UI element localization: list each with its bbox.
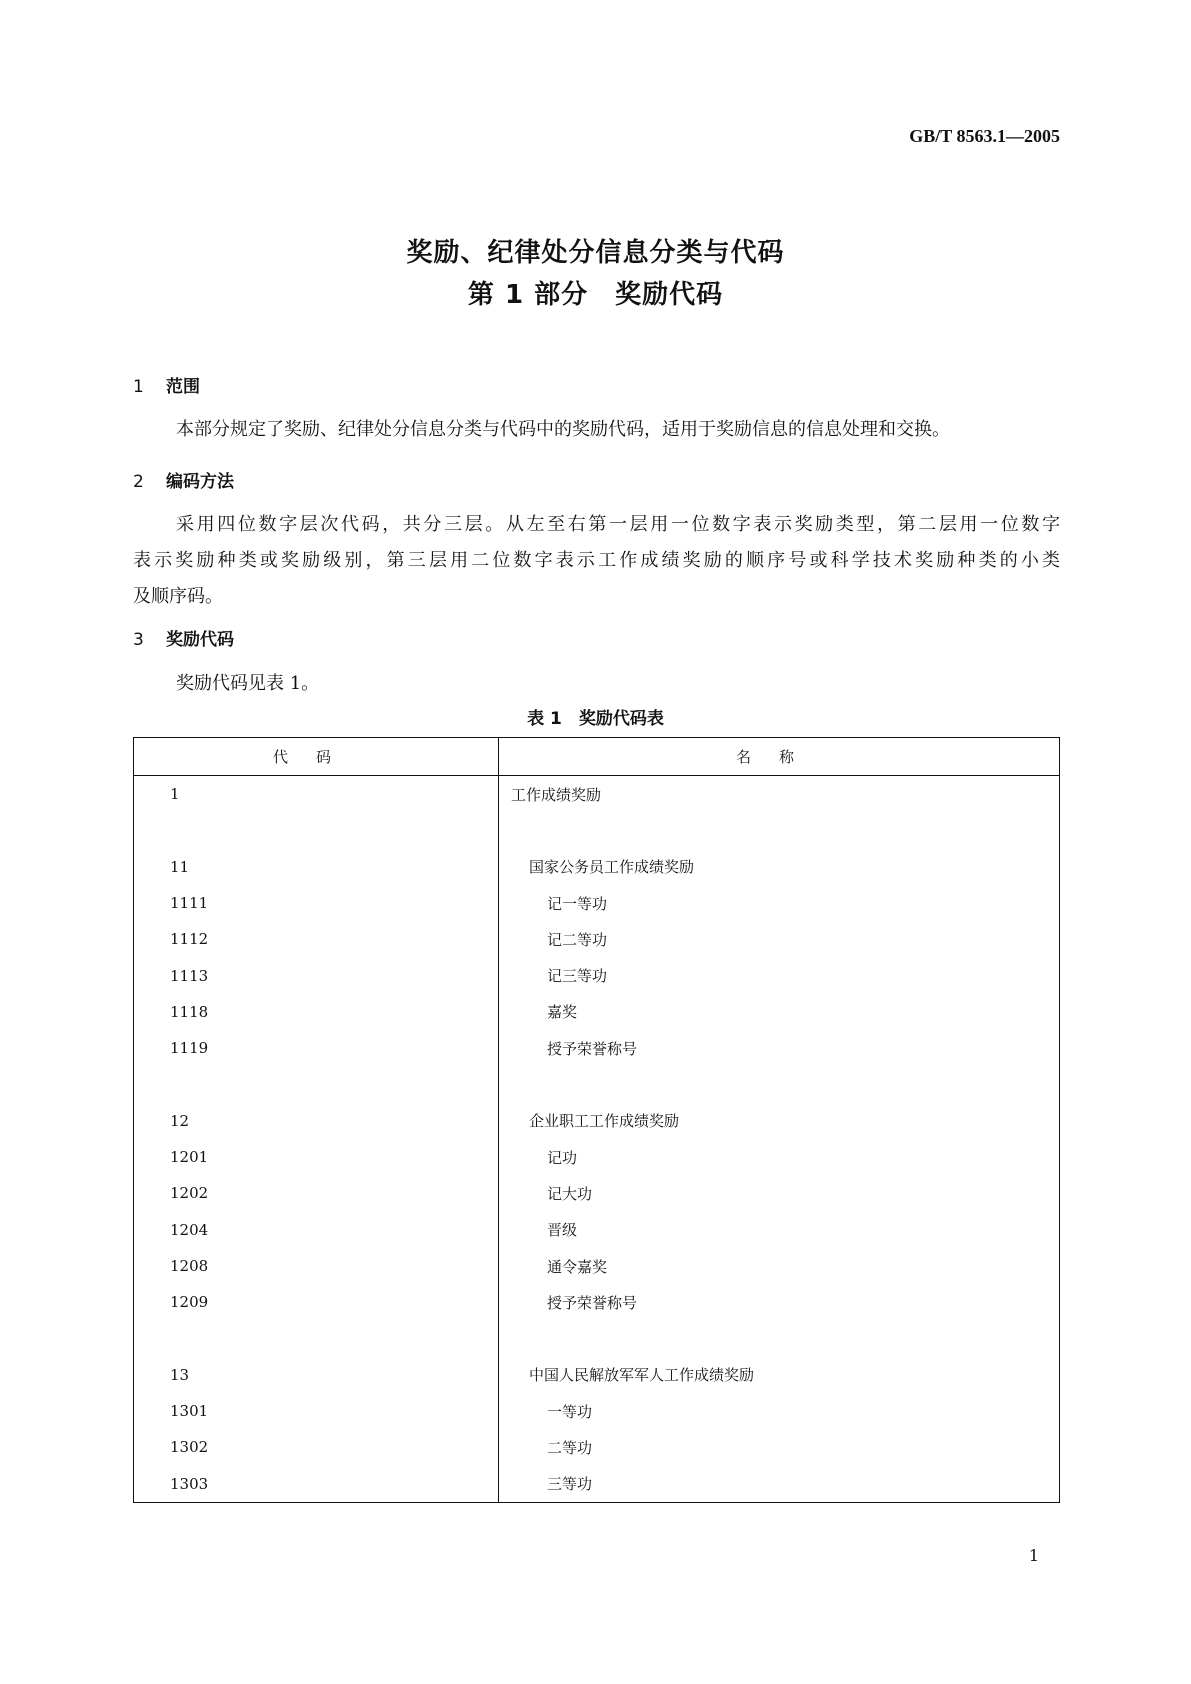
table-row [134, 957, 1060, 993]
award-name-cell [499, 1103, 1060, 1139]
award-name: 记三等功 [547, 967, 608, 986]
award-code: 1119 [134, 1030, 499, 1066]
section-title: 编码方法 [166, 472, 234, 492]
table-row [134, 1284, 1060, 1320]
table-caption: 表 1 奖励代码表 [527, 709, 664, 729]
award-code: 13 [134, 1357, 499, 1393]
award-code [134, 812, 499, 848]
section-number: 2 [133, 472, 144, 492]
table-row [134, 1103, 1060, 1139]
award-name: 记功 [547, 1148, 578, 1167]
section-title: 范围 [166, 377, 200, 397]
award-code: 1113 [134, 957, 499, 993]
award-name: 记二等功 [547, 930, 608, 949]
award-name: 晋级 [547, 1221, 578, 1240]
award-name-cell [499, 1284, 1060, 1320]
table-row [134, 885, 1060, 921]
award-code: 1209 [134, 1284, 499, 1320]
document-number: GB/T 8563.1—2005 [909, 126, 1060, 146]
award-name: 三等功 [547, 1475, 593, 1494]
award-name-cell [499, 1212, 1060, 1248]
award-name: 二等功 [547, 1438, 593, 1457]
award-name: 授予荣誉称号 [547, 1039, 638, 1058]
award-name-cell [499, 885, 1060, 921]
table-row [134, 849, 1060, 885]
award-name-cell [499, 957, 1060, 993]
award-name: 一等功 [547, 1402, 593, 1421]
award-name-cell [499, 921, 1060, 957]
award-code: 1112 [134, 921, 499, 957]
table-row [134, 1429, 1060, 1465]
coding-method-line-1: 采用四位数字层次代码，共分三层。从左至右第一层用一位数字表示奖励类型，第二层用一位数字 [176, 514, 1060, 535]
table-row [134, 1066, 1060, 1102]
table-row [134, 1357, 1060, 1393]
column-header-name: 名称 [499, 738, 1060, 776]
award-codes-paragraph: 奖励代码见表 1。 [176, 673, 320, 694]
document-title: 奖励、纪律处分信息分类与代码 [406, 238, 785, 268]
award-name-cell [499, 812, 1060, 848]
award-code: 1118 [134, 994, 499, 1030]
award-code: 1204 [134, 1212, 499, 1248]
award-code: 11 [134, 849, 499, 885]
table-row [134, 1320, 1060, 1356]
section-heading-award-codes [133, 625, 234, 650]
award-code: 1301 [134, 1393, 499, 1429]
award-name-cell [499, 994, 1060, 1030]
section-heading-coding-method [133, 467, 234, 492]
award-name: 嘉奖 [547, 1003, 578, 1022]
award-code: 1202 [134, 1175, 499, 1211]
award-name: 工作成绩奖励 [511, 785, 602, 804]
award-code [134, 1320, 499, 1356]
award-code: 12 [134, 1103, 499, 1139]
award-name-cell [499, 1066, 1060, 1102]
award-name-cell [499, 1320, 1060, 1356]
award-code: 1111 [134, 885, 499, 921]
table-row [134, 1212, 1060, 1248]
award-name-cell [499, 1466, 1060, 1503]
section-number: 3 [133, 630, 144, 650]
page-number: 1 [1028, 1546, 1039, 1565]
coding-method-line-2: 表示奖励种类或奖励级别，第三层用二位数字表示工作成绩奖励的顺序号或科学技术奖励种类的小类 [133, 550, 1060, 571]
award-code: 1201 [134, 1139, 499, 1175]
award-code: 1 [134, 776, 499, 813]
award-name: 记一等功 [547, 894, 608, 913]
award-code: 1302 [134, 1429, 499, 1465]
scope-paragraph: 本部分规定了奖励、纪律处分信息分类与代码中的奖励代码，适用于奖励信息的信息处理和交换。 [176, 419, 950, 440]
award-name-cell [499, 1175, 1060, 1211]
table-row [134, 1466, 1060, 1503]
award-name: 中国人民解放军军人工作成绩奖励 [529, 1366, 755, 1385]
column-header-code: 代码 [134, 738, 499, 776]
award-name: 授予荣誉称号 [547, 1293, 638, 1312]
award-name: 企业职工工作成绩奖励 [529, 1112, 680, 1131]
award-name: 记大功 [547, 1184, 593, 1203]
award-name-cell [499, 776, 1060, 813]
award-code-table [133, 737, 1060, 1503]
table-row [134, 994, 1060, 1030]
table-row [134, 1248, 1060, 1284]
award-name-cell [499, 1030, 1060, 1066]
table-row [134, 1139, 1060, 1175]
award-name-cell [499, 1248, 1060, 1284]
section-heading-scope [133, 372, 200, 397]
table-row [134, 1175, 1060, 1211]
table-row [134, 812, 1060, 848]
table-row [134, 921, 1060, 957]
coding-method-line-3: 及顺序码。 [133, 586, 223, 607]
table-row [134, 1393, 1060, 1429]
award-name-cell [499, 1357, 1060, 1393]
award-name: 国家公务员工作成绩奖励 [529, 858, 695, 877]
table-header-row [134, 738, 1060, 776]
table-row [134, 776, 1060, 813]
award-code [134, 1066, 499, 1102]
award-name-cell [499, 1393, 1060, 1429]
section-title: 奖励代码 [166, 630, 234, 650]
award-code: 1303 [134, 1466, 499, 1503]
award-name-cell [499, 1139, 1060, 1175]
award-name: 通令嘉奖 [547, 1257, 608, 1276]
award-name-cell [499, 849, 1060, 885]
section-number: 1 [133, 377, 144, 397]
table-row [134, 1030, 1060, 1066]
award-name-cell [499, 1429, 1060, 1465]
document-subtitle: 第 1 部分 奖励代码 [467, 280, 724, 310]
award-code: 1208 [134, 1248, 499, 1284]
